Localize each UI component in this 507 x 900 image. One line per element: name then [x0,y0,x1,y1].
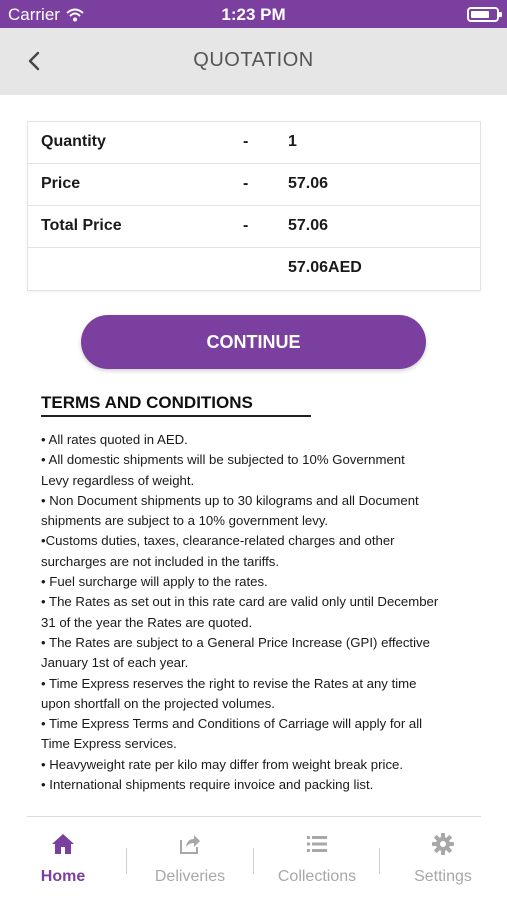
terms-line: • All rates quoted in AED. [41,432,188,447]
quote-value: 57.06AED [288,259,362,276]
tab-deliveries[interactable] [127,828,253,898]
terms-line: • Time Express Terms and Conditions of Carriage will apply for all [41,716,423,732]
tab-bar [0,816,507,900]
quote-separator: - [243,133,249,150]
tab-label: Settings [414,868,472,885]
continue-button[interactable]: CONTINUE [81,315,426,369]
quote-row-price [28,164,480,206]
terms-line: January 1st of each year. [41,655,189,671]
page-title: QUOTATION [193,49,314,71]
home-icon [51,832,75,856]
tab-collections[interactable] [254,828,380,898]
quote-label: Price [41,175,81,192]
tab-label: Home [40,868,86,885]
terms-line: • Fuel surcharge will apply to the rates. [41,574,268,590]
terms-line: • The Rates as set out in this rate card are valid only until December [41,594,439,610]
quote-row-grand-total [28,248,480,290]
terms-line: surcharges are not included in the tariffs. [41,553,279,569]
quote-value: 57.06 [288,175,329,192]
terms-line: shipments are subject to a 10% government levy. [41,513,329,529]
terms-heading: TERMS AND CONDITIONS [41,393,253,412]
terms-list [41,430,471,795]
terms-line: • Time Express reserves the right to revise the Rates at any time [41,675,417,691]
share-icon [178,832,202,856]
quote-row-total-price [28,206,480,248]
quote-separator: - [243,175,249,192]
battery-icon [467,7,499,22]
status-time: 1:23 PM [221,5,286,24]
terms-line: • Heavyweight rate per kilo may differ from weight break price. [41,756,404,772]
carrier-label: Carrier [8,5,60,24]
terms-line: • All domestic shipments will be subjected to 10% Government [41,452,405,468]
terms-line: Time Express services. [41,736,177,752]
quote-value: 1 [288,133,297,150]
terms-line: • International shipments require invoice and packing list. [41,777,374,793]
tab-label: Deliveries [154,868,226,885]
status-bar [0,0,507,28]
terms-line: 31 of the year the Rates are quoted. [41,614,253,630]
tab-bar-divider [27,816,481,817]
quote-row-quantity [28,122,480,164]
quote-table [27,121,481,291]
terms-line: • The Rates are subject to a General Price Increase (GPI) effective [41,634,430,650]
quote-label: Quantity [41,133,106,150]
list-icon [305,832,329,856]
tab-settings[interactable] [380,828,506,898]
quote-value: 57.06 [288,217,329,234]
nav-bar [0,28,507,95]
quote-label: Total Price [41,217,122,234]
terms-line: •Customs duties, taxes, clearance-related charges and other [41,533,395,549]
terms-line: upon shortfall on the projected volumes. [41,695,275,711]
quote-separator: - [243,217,249,234]
terms-line: • Non Document shipments up to 30 kilograms and all Document [41,492,419,508]
terms-line: Levy regardless of weight. [41,472,195,488]
tab-label: Collections [277,868,357,885]
gear-icon [431,832,455,856]
tab-home[interactable] [0,828,126,898]
terms-heading-underline [41,415,311,417]
